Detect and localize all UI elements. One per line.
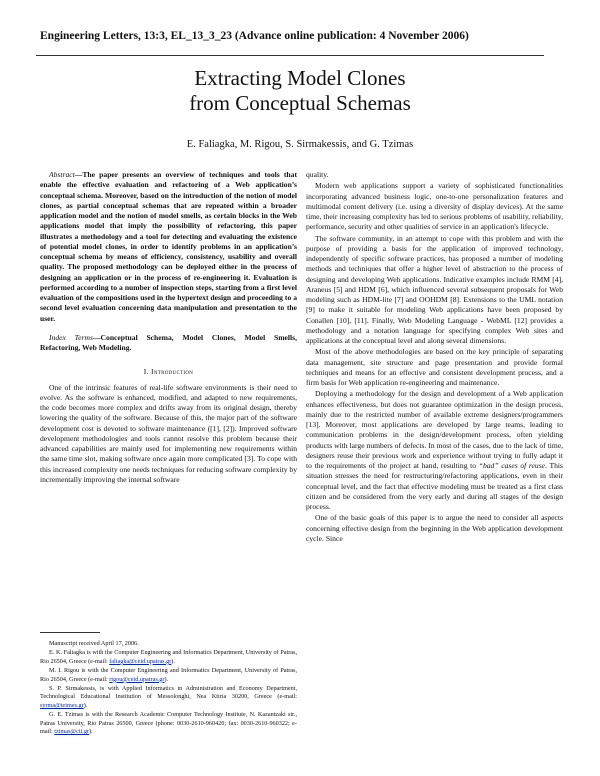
left-column [40,170,297,486]
bad-reuse-quote: “bad” cases of reuse [478,461,546,470]
rigou-email-link[interactable]: rigou@ceid.upatras.gr [109,675,165,683]
footnote-sirmakessis [40,685,297,710]
index-terms-text: —Conceptual Schema, Model Clones, Model Smells, Refactoring, Web Modeling. [40,332,297,352]
body-paragraph-methodologies: Most of the above methodologies are based on the key principle of separating data management, site structure and page presentation and provide formal techniques and means for an effective and consistent development process, and a firm basis for Web application re-engineering and maintenance. [306,347,563,387]
footnote-rigou-text: M. I. Rigou is with the Computer Engineering and Informatics Department, University of Patras, Rio 26504, Greece (e-mail: [40,667,297,683]
deploying-text-end: . This situation stresses the need for restructuring/refactoring applications, even in their conceptual level, and the fact that effective modeling must be treated as a first class citizen and be considered from the very early and during all stages of the design process. [306,461,563,511]
footnote-rigou [40,667,297,684]
footnote-rigou-end: ). [164,675,169,683]
section-numeral: I. [143,367,149,377]
footnote-tzimas-end: ). [89,728,93,736]
sirmakessis-email-link[interactable]: syrma@teimes.gr [40,701,84,709]
footnote-tzimas-text: G. E. Tzimas is with the Research Academic Computer Technology Institute, N. Kazantzaki str., Patras University, Rio Patras 26500, Greece (phone: 0030-2610-960420; fax: 0030-2610-960322; e-mail: [40,711,297,736]
index-terms-label: Index Terms [49,332,93,342]
footnote-faliagka [40,649,297,666]
body-paragraph-modern-web: Modern web applications support a variety of sophisticated functionalities incorporating advanced business logic, one-to-one personalization features and multimodal content delivery (i.e. using a diversity of display devices). At the same time, their increasing complexity has led to serious problems of usability, reliability, performance, security and other qualities of service in an application's lifecycle. [306,181,563,232]
intro-paragraph: One of the intrinsic features of real-life software environments is their need to evolve. As the software is enhanced, modified, and adapted to new requirements, the code becomes more complex and drifts away from its original design, thereby lowering the quality of the software. Because of this, the major part of the software development cost is devoted to software maintenance ([1], [2]). Improved software development methodologies and tools cannot resolve this problem because their advanced capabilities are mainly used for implementing new requirements within the same time slot, making software once again more complicated [3]. To cope with this increased complexity one needs techniques for reducing software complexity by incrementally improving the internal software [40,382,297,484]
body-paragraph-deploying [306,389,563,512]
abstract-label: Abstract [49,170,75,179]
body-paragraph-goals: One of the basic goals of this paper is to argue the need to consider all aspects concerning effective design from the beginning in the Web application development cycle. Since [306,513,563,543]
footnote-sirmakessis-text: S. P. Sirmakessis, is with Applied Informatics in Administration and Economy Department, Technological Educational Institution of Messolonghi, Nea Ktiria 30200, Greece (e-mail: [40,685,297,701]
abstract-text: —The paper presents an overview of techniques and tools that enable the effective evaluation and refactoring of a Web application’s conceptual schema. Moreover, based on the introduction of the notion of model clones, as partial conceptual schemas that are repeated within a broader application model and the notion of model smells, as certain blocks in the Web applications model that imply the possibility of refactoring, this paper illustrates a methodology and a tool for detecting and evaluating the existence of potential model clones, in order to identify problems in an application’s conceptual schema by means of efficiency, consistency, usability and overall quality. The proposed methodology can be deployed either in the process of designing an application or in the process of re-engineering it. Evaluation is performed according to a number of inspection steps, starting from a first level evaluation of the compositions used in the hypertext design and proceeding to a second level evaluation concerning data manipulation and presentation to the user. [40,170,297,323]
footnotes [40,640,297,737]
header-rule [36,55,544,56]
deploying-text: Deploying a methodology for the design and development of a Web application enhances effectiveness, but does not guarantee optimization in the design process, mainly due to the restricted number of available extreme designers/programmers [13]. Moreover, most applications are developed by large teams, leading to communication problems in the design/development process, often yielding products with large numbers of defects. In most of the cases, due to the lack of time, designers reuse their previous work and experience without trying to fully adapt it to the requirements of the project at hand, resulting to [306,389,563,470]
index-terms [40,333,297,354]
footnote-rule [40,632,100,633]
title-line-1: Extracting Model Clones [194,66,406,90]
abstract [40,170,297,324]
footnote-received: Manuscript received April 17, 2006. [49,640,139,647]
section-heading-introduction [40,367,297,377]
footnote-tzimas [40,711,297,736]
body-paragraph-software-community: The software community, in an attempt to cope with this problem and with the purpose of providing a basis for the application of improved technology, independently of specific software practices, has proposed a number of modeling methods and techniques that offer a higher level of abstraction to the process of designing and developing Web applications. Indicative examples include RMM [4], Araneus [5] and HDM [6], which influenced several subsequent proposals for Web modeling such as HDM-lite [7] and OOHDM [8]. Extensions to the UML notation [9] to make it suitable for modeling Web applications have been proposed by Conallen [10], [11]. Finally, Web Modeling Language - WebML [12] provides a methodology and a notation language for specifying complex Web sites and applications at the conceptual level and along several dimensions. [306,233,563,345]
footnote-faliagka-text: E. K. Faliagka is with the Computer Engineering and Informatics Department, University of Patras, Rio 26504, Greece (e-mail: [40,649,297,665]
section-title: Introduction [150,367,194,377]
journal-header: Engineering Letters, 13:3, EL_13_3_23 (Advance online publication: 4 November 2006) [40,30,469,42]
faliagka-email-link[interactable]: faliagka@ceid.upatras.gr [109,657,172,665]
paper-title [0,66,600,116]
title-line-2: from Conceptual Schemas [189,91,411,115]
right-column [306,170,563,545]
tzimas-email-link[interactable]: tzimas@cti.gr [54,728,90,736]
author-list: E. Faliagka, M. Rigou, S. Sirmakessis, and G. Tzimas [186,139,414,150]
footnote-sirmakessis-end: ). [83,701,88,709]
body-paragraph-continued: quality. [306,170,329,179]
footnote-faliagka-end: ). [171,657,175,665]
